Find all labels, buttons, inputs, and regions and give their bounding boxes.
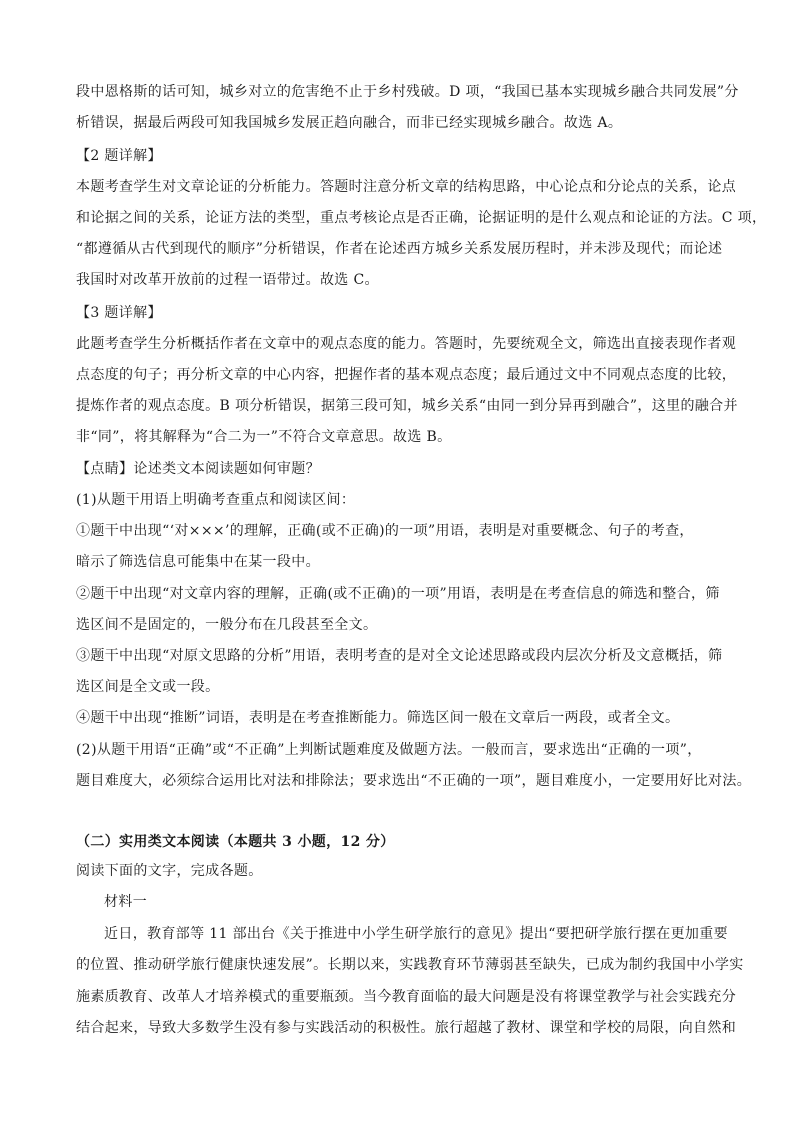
paragraph-line: 题目难度大，必须综合运用比对法和排除法；要求选出“不正确的一项”，题目难度小，一定要用好比对法。 xyxy=(76,773,752,789)
paragraph-line: ①题干中出现“‘对×××’的理解，正确(或不正确)的一项”用语，表明是对重要概念、句子的考查， xyxy=(76,523,694,539)
paragraph-line: ③题干中出现“对原文思路的分析”用语，表明考查的是对全文论述思路或段内层次分析及文意概括，筛 xyxy=(76,648,723,664)
section-label-q2: 【2 题详解】 xyxy=(76,148,162,164)
paragraph-line: (1)从题干用语上明确考查重点和阅读区间： xyxy=(76,492,356,508)
material-line: 施素质教育、改革人才培养模式的重要瓶颈。当今教育面临的最大问题是没有将课堂教学与社会实践充分 xyxy=(76,989,737,1005)
paragraph-line: 和论据之间的关系，论证方法的类型，重点考核论点是否正确，论据证明的是什么观点和论证的方法。C 项， xyxy=(76,210,767,226)
material-line: 的位置、推动研学旅行健康快速发展”。长期以来，实践教育环节薄弱甚至缺失，已成为制约我国中小学实 xyxy=(76,957,744,973)
tip-heading: 【点睛】论述类文本阅读题如何审题？ xyxy=(76,461,320,477)
material-line: 近日，教育部等 11 部出台《关于推进中小学生研学旅行的意见》提出“要把研学旅行摆在更加重要 xyxy=(104,926,728,942)
paragraph-line: 选区间是全文或一段。 xyxy=(76,679,220,695)
paragraph-line: 析错误，据最后两段可知我国城乡发展正趋向融合，而非已经实现城乡融合。故选 A。 xyxy=(76,115,623,131)
paragraph-line: 我国时对改革开放前的过程一语带过。故选 C。 xyxy=(76,272,379,288)
paragraph-line: 段中恩格斯的话可知，城乡对立的危害绝不止于乡村残破。D 项，“我国已基本实现城乡融合共同发展”分 xyxy=(76,84,739,100)
instruction-text: 阅读下面的文字，完成各题。 xyxy=(76,863,263,879)
paragraph-line: ②题干中出现“对文章内容的理解，正确(或不正确)的一项”用语，表明是在考查信息的筛选和整合，筛 xyxy=(76,586,720,602)
paragraph-line: (2)从题干用语“正确”或“不正确”上判断试题难度及做题方法。一般而言，要求选出“正确的一项”， xyxy=(76,742,702,758)
paragraph-line: 此题考查学生分析概括作者在文章中的观点态度的能力。答题时，先要统观全文，筛选出直接表现作者观 xyxy=(76,336,737,352)
section-heading: （二）实用类文本阅读（本题共 3 小题，12 分） xyxy=(76,834,395,850)
paragraph-line: 暗示了筛选信息可能集中在某一段中。 xyxy=(76,554,320,570)
paragraph-line: 提炼作者的观点态度。B 项分析错误，据第三段可知，城乡关系“由同一到分异再到融合”，这里的融合并 xyxy=(76,398,738,414)
section-label-q3: 【3 题详解】 xyxy=(76,305,162,321)
paragraph-line: 非“同”，将其解释为“合二为一”不符合文章意思。故选 B。 xyxy=(76,429,452,445)
material-line: 结合起来，导致大多数学生没有参与实践活动的积极性。旅行超越了教材、课堂和学校的局限，向自然和 xyxy=(76,1020,737,1036)
paragraph-line: 点态度的句子；再分析文章的中心内容，把握作者的基本观点态度；最后通过文中不同观点态度的比较， xyxy=(76,367,737,383)
paragraph-line: “都遵循从古代到现代的顺序”分析错误，作者在论述西方城乡关系发展历程时，并未涉及现代；而论述 xyxy=(76,241,723,257)
paragraph-line: 本题考查学生对文章论证的分析能力。答题时注意分析文章的结构思路，中心论点和分论点的关系，论点 xyxy=(76,179,737,195)
paragraph-line: 选区间不是固定的，一般分布在几段甚至全文。 xyxy=(76,617,378,633)
paragraph-line: ④题干中出现“推断”词语，表明是在考查推断能力。筛选区间一般在文章后一两段，或者全文。 xyxy=(76,710,680,726)
material-label: 材料一 xyxy=(104,894,148,910)
